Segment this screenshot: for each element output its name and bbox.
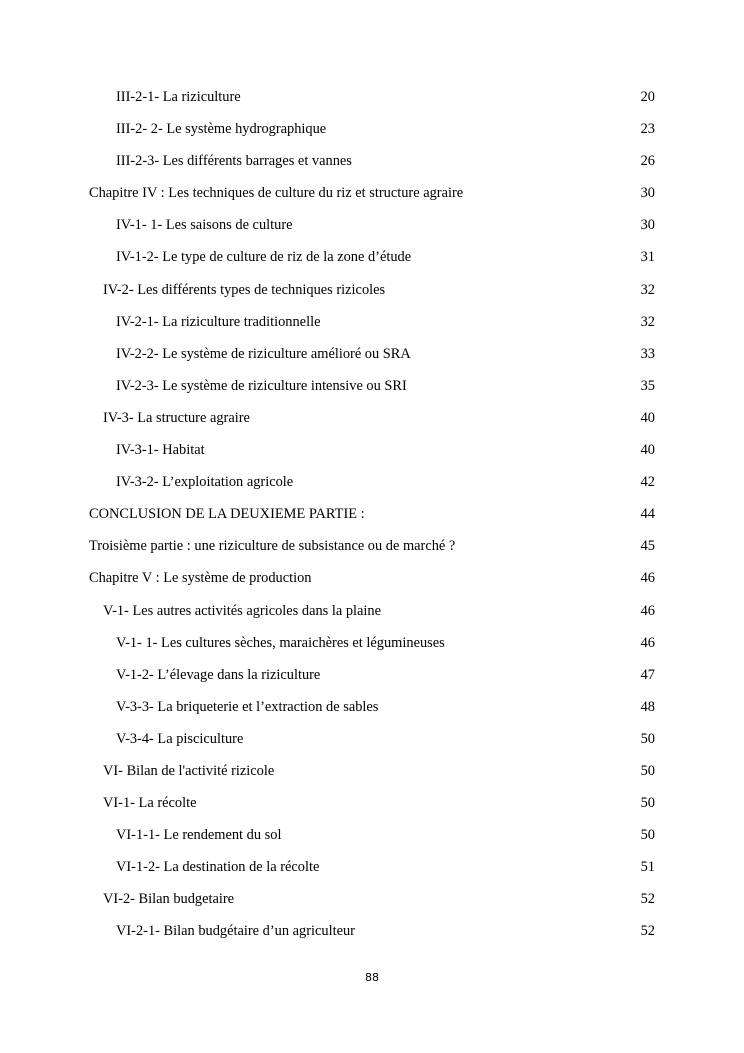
toc-entry-page: 42 bbox=[640, 474, 655, 491]
toc-entry-page: 31 bbox=[640, 249, 655, 266]
toc-entry-page: 45 bbox=[640, 538, 655, 555]
toc-entry bbox=[0, 408, 744, 440]
toc-entry bbox=[0, 761, 744, 793]
toc-entry bbox=[0, 633, 744, 665]
toc-entry-page: 46 bbox=[640, 634, 655, 651]
toc-entry-title: VI-1-1- Le rendement du sol bbox=[116, 827, 282, 844]
toc-entry-title: VI-1-2- La destination de la récolte bbox=[116, 859, 320, 876]
toc-entry bbox=[0, 376, 744, 408]
toc-entry bbox=[0, 504, 744, 536]
toc-entry bbox=[0, 280, 744, 312]
toc-entry bbox=[0, 729, 744, 761]
toc-entry-page: 26 bbox=[640, 153, 655, 170]
toc-entry-page: 32 bbox=[640, 313, 655, 330]
toc-entry-title: VI-2-1- Bilan budgétaire d’un agriculteur bbox=[116, 923, 355, 940]
toc-entry-page: 50 bbox=[640, 827, 655, 844]
toc-entry-page: 48 bbox=[640, 698, 655, 715]
toc-entry-title: IV-1-2- Le type de culture de riz de la zone d’étude bbox=[116, 249, 412, 266]
toc-entry-title: V-1- 1- Les cultures sèches, maraichères et légumineuses bbox=[116, 634, 445, 651]
toc-entry-title: CONCLUSION DE LA DEUXIEME PARTIE : bbox=[89, 506, 365, 523]
toc-entry-title: III-2-1- La riziculture bbox=[116, 89, 241, 105]
toc-entry-title: IV-3-1- Habitat bbox=[116, 442, 205, 459]
toc-entry bbox=[0, 312, 744, 344]
table-of-contents bbox=[0, 87, 744, 954]
toc-entry-title: VI- Bilan de l'activité rizicole bbox=[103, 762, 275, 779]
toc-entry-title: IV-3-2- L’exploitation agricole bbox=[116, 474, 294, 491]
toc-entry-title: IV-2-2- Le système de riziculture amélioré ou SRA bbox=[116, 345, 411, 362]
toc-entry bbox=[0, 119, 744, 151]
toc-entry-title: V-3-4- La pisciculture bbox=[116, 730, 244, 747]
toc-entry bbox=[0, 568, 744, 600]
toc-entry-page: 47 bbox=[640, 666, 655, 683]
toc-entry bbox=[0, 247, 744, 279]
toc-entry-title: III-2- 2- Le système hydrographique bbox=[116, 121, 327, 138]
toc-entry-page: 20 bbox=[640, 89, 655, 105]
toc-entry bbox=[0, 87, 744, 119]
toc-entry-page: 33 bbox=[640, 345, 655, 362]
toc-entry-title: IV-2- Les différents types de techniques rizicoles bbox=[103, 281, 386, 298]
toc-entry bbox=[0, 440, 744, 472]
toc-entry-page: 50 bbox=[640, 795, 655, 812]
toc-entry-page: 35 bbox=[640, 377, 655, 394]
toc-entry-title: V-1- Les autres activités agricoles dans la plaine bbox=[103, 602, 381, 619]
toc-entry bbox=[0, 215, 744, 247]
toc-entry bbox=[0, 793, 744, 825]
toc-entry bbox=[0, 697, 744, 729]
toc-entry-title: VI-1- La récolte bbox=[103, 795, 197, 812]
toc-entry-page: 52 bbox=[640, 891, 655, 908]
toc-entry-title: Chapitre V : Le système de production bbox=[89, 570, 312, 587]
toc-entry-page: 30 bbox=[640, 217, 655, 234]
toc-entry bbox=[0, 665, 744, 697]
toc-entry-page: 23 bbox=[640, 121, 655, 138]
toc-entry-page: 44 bbox=[640, 506, 655, 523]
toc-entry-page: 51 bbox=[640, 859, 655, 876]
toc-entry-page: 30 bbox=[640, 185, 655, 202]
toc-entry-page: 40 bbox=[640, 409, 655, 426]
toc-entry-title: V-1-2- L’élevage dans la riziculture bbox=[116, 666, 321, 683]
toc-entry bbox=[0, 921, 744, 953]
toc-entry-title: IV-2-3- Le système de riziculture intensive ou SRI bbox=[116, 377, 407, 394]
toc-entry bbox=[0, 857, 744, 889]
toc-entry-title: Troisième partie : une riziculture de subsistance ou de marché ? bbox=[89, 538, 456, 555]
toc-entry bbox=[0, 601, 744, 633]
toc-entry bbox=[0, 536, 744, 568]
toc-entry-title: III-2-3- Les différents barrages et vannes bbox=[116, 153, 352, 170]
toc-entry-title: V-3-3- La briqueterie et l’extraction de sables bbox=[116, 698, 379, 715]
toc-entry bbox=[0, 472, 744, 504]
toc-entry-page: 46 bbox=[640, 570, 655, 587]
toc-entry-page: 40 bbox=[640, 442, 655, 459]
toc-entry bbox=[0, 183, 744, 215]
toc-entry-title: IV-2-1- La riziculture traditionnelle bbox=[116, 313, 321, 330]
toc-entry-title: IV-1- 1- Les saisons de culture bbox=[116, 217, 293, 234]
toc-entry-title: IV-3- La structure agraire bbox=[103, 409, 250, 426]
toc-entry bbox=[0, 344, 744, 376]
toc-entry-title: Chapitre IV : Les techniques de culture du riz et structure agraire bbox=[89, 185, 464, 202]
toc-entry-page: 32 bbox=[640, 281, 655, 298]
toc-entry-page: 50 bbox=[640, 762, 655, 779]
toc-entry-page: 46 bbox=[640, 602, 655, 619]
toc-entry-page: 52 bbox=[640, 923, 655, 940]
toc-entry bbox=[0, 151, 744, 183]
toc-entry bbox=[0, 889, 744, 921]
toc-entry bbox=[0, 825, 744, 857]
toc-entry-page: 50 bbox=[640, 730, 655, 747]
page-number: 88 bbox=[365, 971, 379, 984]
toc-entry-title: VI-2- Bilan budgetaire bbox=[103, 891, 235, 908]
